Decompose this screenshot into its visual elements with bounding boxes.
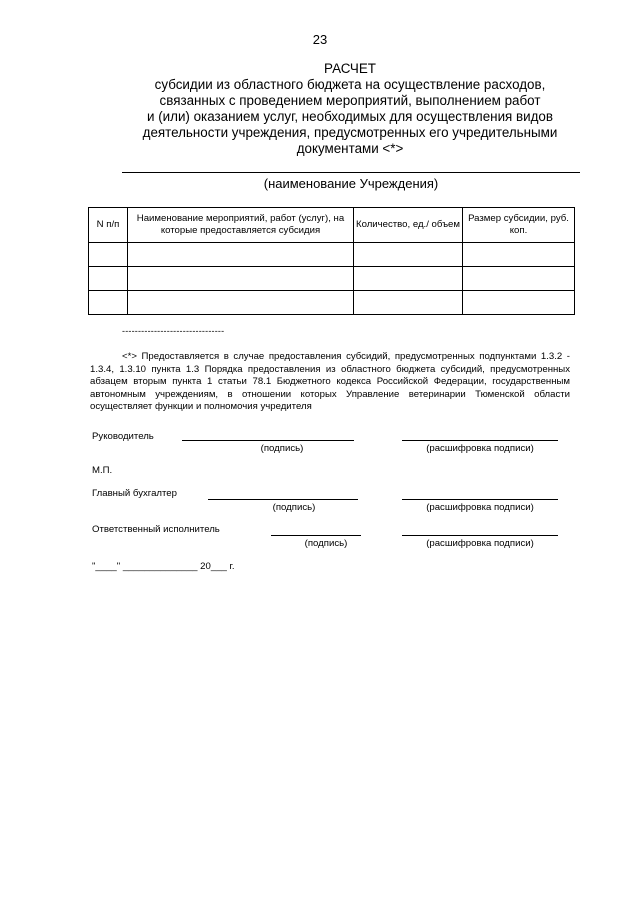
- table-row: [89, 291, 575, 315]
- executor-decoding-line[interactable]: [402, 535, 558, 536]
- header-quantity: Количество, ед./ объем: [354, 208, 463, 243]
- table-row: [89, 243, 575, 267]
- table-cell[interactable]: [354, 267, 463, 291]
- footnote: [90, 351, 570, 414]
- executor-signature-line[interactable]: [271, 535, 361, 536]
- table-cell[interactable]: [128, 243, 354, 267]
- head-decoding-caption: (расшифровка подписи): [426, 443, 534, 454]
- institution-name-line[interactable]: [122, 172, 580, 173]
- footnote-text: <*> Предоставляется в случае предоставления субсидий, предусмотренных подпунктами 1.3.2 - 1.3.4, 1.3.10 пункта 1.3 Порядка предоставления из областного бюджета субсидий, предусмотренных абзацем вторым пункта 1 статьи 78.1 Бюджетного кодекса Российской Федерации, государственным автономным учреждениям, в отношении которых Управление ветеринарии Тюменской области осуществляет функции и полномочия учредителя: [90, 351, 570, 413]
- head-label: Руководитель: [92, 431, 154, 442]
- document-title: [100, 61, 600, 157]
- header-subsidy-amount: Размер субсидии, руб. коп.: [463, 208, 575, 243]
- title-line: и (или) оказанием услуг, необходимых для осуществления видов: [147, 109, 553, 124]
- table-cell[interactable]: [463, 291, 575, 315]
- accountant-decoding-caption: (расшифровка подписи): [426, 502, 534, 513]
- subsidy-table: [88, 207, 575, 315]
- title-line: деятельности учреждения, предусмотренных его учредительными: [142, 125, 558, 140]
- accountant-label: Главный бухгалтер: [92, 488, 177, 499]
- table-cell[interactable]: [354, 243, 463, 267]
- title-heading: РАСЧЕТ: [324, 61, 376, 76]
- table-cell[interactable]: [89, 267, 128, 291]
- header-number: N п/п: [89, 208, 128, 243]
- executor-decoding-caption: (расшифровка подписи): [426, 538, 534, 549]
- executor-label: Ответственный исполнитель: [92, 524, 220, 535]
- table-cell[interactable]: [128, 291, 354, 315]
- title-line: документами <*>: [296, 141, 404, 156]
- table-row: [89, 267, 575, 291]
- head-decoding-line[interactable]: [402, 440, 558, 441]
- table-cell[interactable]: [89, 291, 128, 315]
- accountant-decoding-line[interactable]: [402, 499, 558, 500]
- table-cell[interactable]: [463, 267, 575, 291]
- footnote-separator: --------------------------------: [122, 326, 225, 336]
- head-signature-caption: (подпись): [260, 443, 304, 454]
- page-number: 23: [312, 32, 328, 47]
- executor-signature-caption: (подпись): [304, 538, 348, 549]
- date-line[interactable]: "____" ______________ 20___ г.: [92, 561, 235, 572]
- title-line: субсидии из областного бюджета на осуществление расходов,: [154, 77, 546, 92]
- table-cell[interactable]: [463, 243, 575, 267]
- accountant-signature-line[interactable]: [208, 499, 358, 500]
- title-line: связанных с проведением мероприятий, выполнением работ: [159, 93, 541, 108]
- table-cell[interactable]: [354, 291, 463, 315]
- table-cell[interactable]: [128, 267, 354, 291]
- stamp-label: М.П.: [92, 465, 113, 476]
- header-activity: Наименование мероприятий, работ (услуг), на которые предоставляется субсидия: [128, 208, 354, 243]
- institution-caption: (наименование Учреждения): [263, 176, 439, 191]
- accountant-signature-caption: (подпись): [272, 502, 316, 513]
- table-header-row: [89, 208, 575, 243]
- table-cell[interactable]: [89, 243, 128, 267]
- head-signature-line[interactable]: [182, 440, 354, 441]
